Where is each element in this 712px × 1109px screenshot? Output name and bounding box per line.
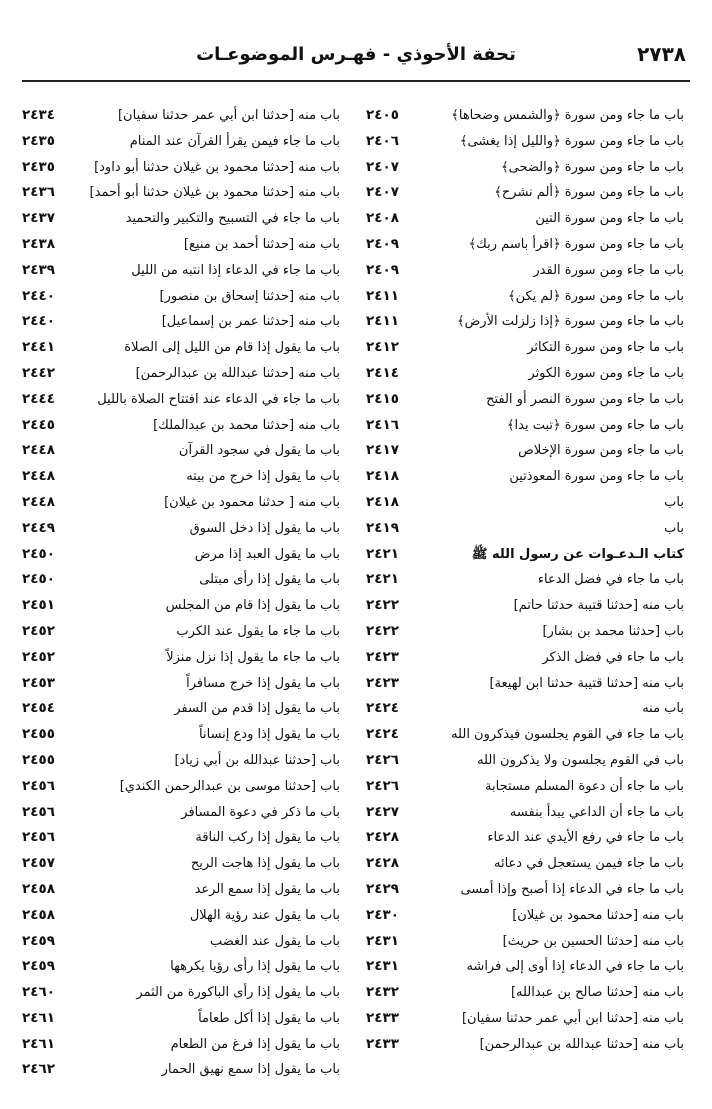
entry-page-number: ٢٤٥٢ (22, 648, 55, 665)
entry-page-number: ٢٤٥٤ (22, 700, 55, 717)
toc-entry (22, 490, 340, 516)
toc-entry (366, 748, 684, 774)
entry-title: باب في القوم يجلسون ولا يذكرون الله (477, 752, 684, 768)
toc-entry (366, 645, 684, 671)
entry-page-number: ٢٤٠٥ (366, 107, 399, 123)
entry-title: باب منه [حدثنا عمر بن إسماعيل] (161, 314, 340, 330)
entry-page-number: ٢٤٣٠ (366, 906, 399, 923)
entry-page-number: ٢٤٥٧ (22, 855, 55, 872)
entry-title: باب ما ذكر في دعوة المسافر (181, 804, 340, 820)
entry-title: باب منه [حدثنا ابن أبي عمر حدثنا سفيان] (461, 1010, 684, 1026)
entry-title: باب منه [حدثنا ابن أبي عمر حدثنا سفيان] (117, 108, 340, 123)
toc-entry (22, 671, 340, 697)
entry-title: باب ما يقول إذا رأى الباكورة من الثمر (136, 985, 340, 1001)
entry-title: باب ما جاء ومن سورة المعوذتين (509, 469, 684, 485)
entry-title: باب ما يقول عند رؤية الهلال (189, 907, 340, 923)
entry-title: باب ما جاء فيمن يستعجل في دعائه (494, 856, 684, 872)
entry-page-number: ٢٤٤٠ (22, 287, 55, 304)
toc-entry (366, 980, 684, 1006)
entry-page-number: ٢٤٦١ (22, 1035, 55, 1052)
toc-entry (22, 1006, 340, 1032)
entry-page-number: ٢٤٥٦ (22, 777, 55, 794)
toc-entry (366, 567, 684, 593)
toc-entry (366, 284, 684, 310)
toc-column-left (22, 103, 340, 1083)
entry-page-number: ٢٤٢٦ (366, 777, 399, 794)
toc-entry (366, 696, 684, 722)
entry-title: باب ما يقول إذا خرج من بيته (186, 469, 340, 485)
toc-entry (22, 619, 340, 645)
section-heading-entry (366, 542, 684, 568)
toc-entry (22, 645, 340, 671)
entry-title: باب ما جاء ومن سورة ﴿لم يكن﴾ (507, 288, 684, 304)
entry-page-number: ٢٤٢٢ (366, 597, 399, 614)
entry-title: باب منه [حدثنا عبدالله بن عبدالرحمن] (479, 1036, 684, 1052)
toc-entry (366, 155, 684, 181)
toc-entry (366, 490, 684, 516)
entry-page-number: ٢٤٤٨ (22, 442, 55, 459)
toc-entry (22, 155, 340, 181)
toc-entry (366, 129, 684, 155)
toc-entry (22, 464, 340, 490)
page-number: ٢٧٣٨ (637, 42, 686, 66)
entry-page-number: ٢٤٣٣ (366, 1009, 399, 1026)
entry-page-number: ٢٤٥٠ (22, 545, 55, 562)
entry-title: باب ما جاء ومن سورة ﴿ألم نشرح﴾ (494, 185, 684, 201)
toc-entry (22, 1057, 340, 1083)
entry-page-number: ٢٤٣١ (366, 958, 399, 975)
entry-page-number: ٢٤٤٨ (22, 493, 55, 510)
toc-entry (366, 593, 684, 619)
toc-entry (366, 825, 684, 851)
toc-entry (366, 1006, 684, 1032)
toc-entry (366, 180, 684, 206)
entry-page-number: ٢٤٥٥ (22, 751, 55, 768)
toc-entry (22, 825, 340, 851)
entry-page-number: ٢٤٤١ (22, 339, 55, 356)
toc-entry (366, 232, 684, 258)
entry-title: باب ما جاء ومن سورة النصر أو الفتح (486, 391, 684, 407)
entry-page-number: ٢٤١١ (366, 313, 399, 330)
entry-page-number: ٢٤٢١ (366, 545, 399, 562)
toc-entry (366, 903, 684, 929)
entry-title: باب منه [حدثنا عبدالله بن عبدالرحمن] (135, 365, 340, 381)
toc-entry (22, 593, 340, 619)
entry-page-number: ٢٤٢٨ (366, 829, 399, 846)
entry-title: باب ما يقول إذا سمع نهيق الحمار (161, 1062, 340, 1078)
entry-page-number: ٢٤٤٠ (22, 313, 55, 330)
entry-page-number: ٢٤٦٢ (22, 1061, 55, 1078)
entry-title: باب ما يقول إذا قام من المجلس (165, 598, 340, 614)
toc-entry (366, 387, 684, 413)
entry-page-number: ٢٤١٨ (366, 468, 399, 485)
entry-title: باب ما جاء ومن سورة ﴿اقرأ باسم ربك﴾ (468, 236, 684, 252)
toc-entry (22, 284, 340, 310)
entry-title: باب ما جاء ومن سورة القدر (533, 262, 684, 278)
entry-title: باب ما يقول في سجود القرآن (178, 443, 340, 459)
toc-entry (22, 103, 340, 129)
entry-page-number: ٢٤٣٦ (22, 184, 55, 201)
toc-entry (366, 929, 684, 955)
entry-page-number: ٢٤٢٢ (366, 622, 399, 639)
toc-entry (22, 361, 340, 387)
running-title: تحفة الأحوذي - فهـرس الموضوعـات (196, 44, 516, 65)
toc-entry (366, 361, 684, 387)
toc-entry (22, 335, 340, 361)
entry-page-number: ٢٤٢٣ (366, 674, 399, 691)
toc-entry (22, 929, 340, 955)
entry-page-number: ٢٤٢٨ (366, 855, 399, 872)
toc-entry (22, 877, 340, 903)
toc-entry (22, 309, 340, 335)
entry-title: باب ما جاء ومن سورة الكوثر (528, 365, 684, 381)
toc-entry (366, 103, 684, 129)
entry-title: باب منه [حدثنا أحمد بن منيع] (183, 236, 340, 252)
toc-entry (366, 206, 684, 232)
toc-entry (366, 800, 684, 826)
entry-title: باب ما يقول إذا ودع إنساناً (199, 727, 340, 743)
entry-title: باب ما يقول إذا أكل طعاماً (198, 1010, 340, 1026)
entry-title: باب منه [حدثنا قتيبة حدثنا ابن لهيعة] (489, 675, 684, 691)
entry-title: باب [حدثنا عبدالله بن أبي زياد] (174, 752, 340, 768)
entry-title: باب ما جاء ومن سورة ﴿تبت يدا﴾ (506, 417, 684, 433)
page-header (22, 28, 690, 82)
toc-entry (366, 722, 684, 748)
entry-page-number: ٢٤٠٧ (366, 158, 399, 175)
entry-title: باب ما يقول إذا هاجت الريح (190, 856, 340, 872)
entry-title: باب ما يقول إذا سمع الرعد (194, 881, 340, 897)
entry-page-number: ٢٤٤٢ (22, 364, 55, 381)
entry-page-number: ٢٤١٥ (366, 390, 399, 407)
entry-title: باب منه (642, 701, 684, 717)
entry-title: باب منه [حدثنا صالح بن عبدالله] (510, 985, 684, 1001)
entry-title: كتاب الـدعـوات عن رسول الله ﷺ (471, 546, 684, 562)
entry-page-number: ٢٤٣٩ (22, 261, 55, 278)
entry-page-number: ٢٤١٨ (366, 493, 399, 510)
entry-title: باب ما جاء ما يقول عند الكرب (176, 623, 340, 639)
entry-page-number: ٢٤٥٣ (22, 674, 55, 691)
toc-entry (366, 954, 684, 980)
toc-entry (22, 567, 340, 593)
entry-page-number: ٢٤٢٩ (366, 880, 399, 897)
entry-page-number: ٢٤٥٠ (22, 571, 55, 588)
entry-title: باب ما يقول إذا قدم من السفر (174, 701, 340, 717)
entry-page-number: ٢٤٤٤ (22, 390, 55, 407)
entry-page-number: ٢٤٠٦ (366, 132, 399, 149)
entry-page-number: ٢٤٢٦ (366, 751, 399, 768)
entry-title: باب ما يقول إذا دخل السوق (189, 520, 340, 536)
entry-title: باب ما جاء ومن سورة ﴿إذا زلزلت الأرض﴾ (456, 314, 684, 330)
entry-title: باب منه [حدثنا إسحاق بن منصور] (159, 288, 340, 304)
entry-title: باب منه [ حدثنا محمود بن غيلان] (164, 494, 340, 510)
entry-page-number: ٢٤٠٧ (366, 184, 399, 201)
entry-title: باب ما يقول إذا رأى رؤيا يكرهها (170, 959, 340, 975)
entry-title: باب (664, 520, 684, 536)
toc-entry (366, 851, 684, 877)
entry-page-number: ٢٤٤٥ (22, 416, 55, 433)
entry-title: باب (664, 494, 684, 510)
toc-entry (22, 800, 340, 826)
entry-title: باب منه [حدثنا الحسين بن حريث] (502, 933, 684, 949)
entry-title: باب ما جاء ومن سورة التكاثر (527, 340, 684, 356)
entry-title: باب ما جاء في الدعاء إذا انتبه من الليل (131, 262, 340, 278)
entry-title: باب منه [حدثنا قتيبة حدثنا حاتم] (513, 598, 684, 614)
entry-title: باب ما يقول إذا رأى مبتلى (199, 572, 340, 588)
entry-title: باب ما جاء ومن سورة التين (535, 211, 684, 227)
toc-entry (22, 954, 340, 980)
toc-entry (366, 619, 684, 645)
entry-page-number: ٢٤١٢ (366, 339, 399, 356)
entry-title: باب ما جاء في الدعاء إذا أوى إلى فراشه (466, 959, 684, 975)
toc-entry (22, 258, 340, 284)
entry-title: باب ما جاء في رفع الأيدي عند الدعاء (487, 830, 684, 846)
entry-title: باب ما جاء في الدعاء إذا أصبح وإذا أمسى (460, 881, 684, 897)
toc-entry (366, 335, 684, 361)
entry-title: باب ما جاء ومن سورة الإخلاص (518, 443, 684, 459)
toc-entry (366, 774, 684, 800)
toc-entry (22, 180, 340, 206)
entry-page-number: ٢٤٠٨ (366, 210, 399, 227)
toc-entry (366, 877, 684, 903)
entry-page-number: ٢٤١٩ (366, 519, 399, 536)
entry-page-number: ٢٤٢٤ (366, 726, 399, 743)
entry-page-number: ٢٤٤٨ (22, 468, 55, 485)
toc-entry (366, 258, 684, 284)
entry-page-number: ٢٤٥٩ (22, 958, 55, 975)
entry-page-number: ٢٤٥٨ (22, 906, 55, 923)
toc-entry (366, 309, 684, 335)
entry-title: باب منه [حدثنا محمود بن غيلان] (512, 907, 684, 923)
entry-page-number: ٢٤٢١ (366, 571, 399, 588)
toc-entry (22, 413, 340, 439)
entry-page-number: ٢٤٣٣ (366, 1035, 399, 1052)
toc-column-right (366, 103, 684, 1057)
entry-title: باب ما يقول العبد إذا مرض (194, 546, 340, 562)
entry-page-number: ٢٤٤٩ (22, 519, 55, 536)
toc-entry (366, 671, 684, 697)
entry-title: باب ما جاء في فضل الذكر (542, 649, 684, 665)
entry-title: باب ما جاء أن دعوة المسلم مستجابة (485, 778, 684, 794)
entry-title: باب ما جاء ومن سورة ﴿والشمس وضحاها﴾ (451, 108, 684, 123)
entry-page-number: ٢٤١١ (366, 287, 399, 304)
entry-title: باب ما يقول إذا خرج مسافراً (186, 675, 340, 691)
entry-page-number: ٢٤٥٢ (22, 622, 55, 639)
entry-page-number: ٢٤٥١ (22, 597, 55, 614)
toc-entry (366, 1032, 684, 1058)
entry-title: باب ما جاء في فضل الدعاء (537, 572, 684, 588)
entry-page-number: ٢٤١٦ (366, 416, 399, 433)
entry-page-number: ٢٤٦١ (22, 1009, 55, 1026)
entry-title: باب ما جاء في القوم يجلسون فيذكرون الله (451, 727, 684, 743)
toc-entry (22, 774, 340, 800)
toc-entry (22, 696, 340, 722)
entry-page-number: ٢٤٠٩ (366, 261, 399, 278)
entry-title: باب [حدثنا موسى بن عبدالرحمن الكندي] (119, 778, 340, 794)
entry-page-number: ٢٤٣١ (366, 932, 399, 949)
entry-page-number: ٢٤٥٦ (22, 803, 55, 820)
entry-page-number: ٢٤٥٦ (22, 829, 55, 846)
entry-page-number: ٢٤١٤ (366, 364, 399, 381)
entry-page-number: ٢٤٠٩ (366, 235, 399, 252)
toc-entry (366, 413, 684, 439)
toc-entry (22, 206, 340, 232)
entry-title: باب منه [حدثنا محمد بن عبدالملك] (153, 417, 340, 433)
entry-title: باب منه [حدثنا محمود بن غيلان حدثنا أبو أحمد] (89, 185, 340, 201)
entry-title: باب ما يقول إذا قام من الليل إلى الصلاة (124, 340, 340, 356)
toc-entry (22, 232, 340, 258)
toc-entry (22, 387, 340, 413)
toc-entry (22, 851, 340, 877)
entry-title: باب ما جاء في التسبيح والتكبير والتحميد (125, 211, 340, 227)
entry-page-number: ٢٤٥٩ (22, 932, 55, 949)
entry-title: باب ما يقول إذا فرغ من الطعام (170, 1036, 340, 1052)
toc-entry (22, 542, 340, 568)
toc-entry (22, 129, 340, 155)
entry-title: باب ما يقول عند الغضب (209, 933, 340, 949)
entry-title: باب ما جاء فيمن يقرأ القرآن عند المنام (129, 133, 340, 149)
toc-entry (366, 464, 684, 490)
entry-page-number: ٢٤٢٤ (366, 700, 399, 717)
entry-page-number: ٢٤٣٥ (22, 132, 55, 149)
toc-entry (22, 748, 340, 774)
entry-title: باب ما جاء ومن سورة ﴿والضحى﴾ (501, 159, 684, 175)
entry-title: باب ما جاء أن الداعي يبدأ بنفسه (509, 804, 684, 820)
entry-page-number: ٢٤٣٥ (22, 158, 55, 175)
entry-page-number: ٢٤٣٤ (22, 107, 55, 123)
entry-page-number: ٢٤٦٠ (22, 984, 55, 1001)
toc-entry (22, 516, 340, 542)
entry-title: باب ما يقول إذا ركب الناقة (195, 830, 340, 846)
entry-page-number: ٢٤٢٣ (366, 648, 399, 665)
entry-title: باب [حدثنا محمد بن بشار] (542, 623, 684, 639)
entry-title: باب ما جاء ومن سورة ﴿والليل إذا يغشى﴾ (459, 133, 684, 149)
toc-entry (22, 438, 340, 464)
toc-entry (22, 1032, 340, 1058)
entry-page-number: ٢٤٢٧ (366, 803, 399, 820)
entry-title: باب ما جاء في الدعاء عند افتتاح الصلاة بالليل (97, 391, 340, 407)
entry-page-number: ٢٤١٧ (366, 442, 399, 459)
toc-entry (22, 903, 340, 929)
toc-entry (22, 980, 340, 1006)
entry-page-number: ٢٤٣٢ (366, 984, 399, 1001)
entry-page-number: ٢٤٥٨ (22, 880, 55, 897)
toc-entry (366, 438, 684, 464)
entry-page-number: ٢٤٣٨ (22, 235, 55, 252)
toc-entry (366, 516, 684, 542)
entry-page-number: ٢٤٥٥ (22, 726, 55, 743)
entry-page-number: ٢٤٣٧ (22, 210, 55, 227)
toc-entry (22, 722, 340, 748)
entry-title: باب ما جاء ما يقول إذا نزل منزلاً (166, 649, 340, 665)
entry-title: باب منه [حدثنا محمود بن غيلان حدثنا أبو داود] (94, 159, 340, 175)
